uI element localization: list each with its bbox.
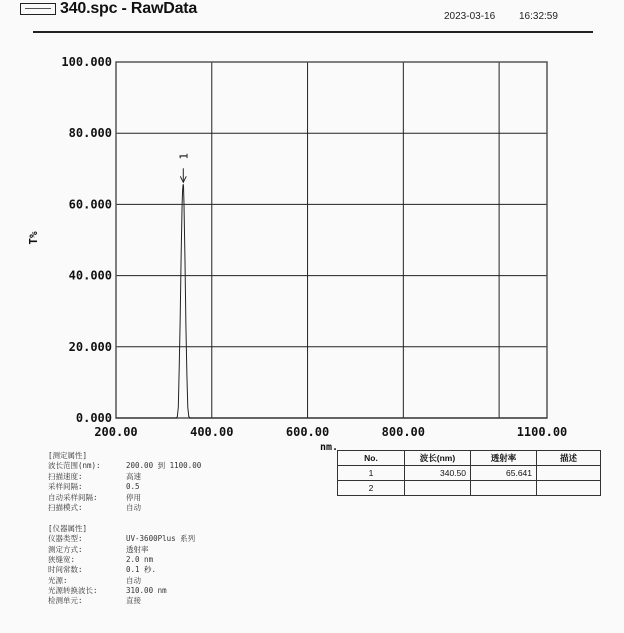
x-axis-label: nm. [320,442,339,453]
y-axis-label: T% [27,231,40,245]
plot-frame [116,62,547,418]
table-header: 描述 [537,451,601,466]
parameter-key: 扫描速度: [48,471,83,481]
table-cell [405,481,471,496]
parameter-value: 高速 [126,471,141,481]
table-header: 波长(nm) [405,451,471,466]
table-row [338,481,601,496]
parameter-row [48,596,201,606]
parameter-value: 2.0 nm [126,554,154,564]
parameter-row [48,482,201,492]
parameter-key: 测定方式: [48,544,83,554]
table-cell: 340.50 [405,466,471,481]
table-row [338,466,601,481]
parameter-value: UV-3600Plus 系列 [126,534,196,544]
parameter-row [48,493,201,503]
parameter-key: 采样间隔: [48,482,83,492]
instrument-section-title: [仪器属性] [48,523,88,533]
parameter-value: 停用 [126,492,141,502]
x-tick-label: 600.00 [285,425,330,439]
parameter-value: 200.00 到 1100.00 [126,461,202,471]
parameter-value: 直接 [126,596,141,606]
parameter-key: 扫描模式: [48,502,83,512]
parameter-row [48,534,201,544]
report-date: 2023-03-16 [444,11,496,22]
parameter-value: 0.5 [126,482,140,492]
document-title: 340.spc - RawData [60,0,198,17]
x-tick-label: 200.00 [94,425,138,439]
parameter-panel [48,451,201,607]
parameter-value: 自动 [126,575,141,585]
parameter-row [48,545,201,555]
parameter-value: 310.00 nm [126,586,167,596]
table-header: 透射率 [471,451,537,466]
table-header: No. [338,451,405,466]
y-tick-label: 20.000 [68,339,112,354]
x-tick-label: 1100.00 [516,425,568,439]
parameter-row [48,576,201,586]
parameter-row [48,555,201,565]
parameter-row [48,503,201,513]
table-cell: 65.641 [471,466,537,481]
y-tick-label: 0.000 [75,411,112,425]
y-tick-label: 60.000 [68,197,112,212]
parameter-row [48,586,201,596]
y-tick-label: 100.000 [61,55,112,69]
parameter-row [48,472,201,482]
table-cell: 1 [338,466,405,481]
parameter-row [48,565,201,575]
peak-table [337,450,601,496]
parameter-key: 时间常数: [48,565,83,575]
x-tick-label: 800.00 [381,425,426,439]
parameter-key: 光源: [48,575,68,585]
parameter-key: 波长范围(nm): [48,461,101,471]
table-cell: 2 [338,481,405,496]
y-tick-label: 80.000 [68,126,112,141]
table-cell [537,466,601,481]
peak-label: 1 [177,153,191,160]
spectrum-line [116,184,547,418]
parameter-value: 透射率 [126,544,149,554]
parameter-key: 自动采样间隔: [48,492,98,502]
parameter-value: 0.1 秒. [126,565,157,575]
peak-annotations [177,153,190,182]
parameter-row [48,461,201,471]
table-cell [537,481,601,496]
parameter-key: 仪器类型: [48,534,83,544]
parameter-key: 狭缝宽: [48,554,76,564]
y-tick-label: 40.000 [68,268,112,283]
grid-lines [116,62,547,418]
parameter-key: 检测单元: [48,596,83,606]
parameter-key: 光源转换波长: [48,586,98,596]
parameter-value: 自动 [126,502,141,512]
x-tick-label: 400.00 [190,425,234,439]
y-tick-labels [61,55,112,425]
report-time: 16:32:59 [519,11,558,22]
table-cell [471,481,537,496]
x-tick-labels [94,425,567,439]
measure-section-title: [测定属性] [48,451,88,460]
